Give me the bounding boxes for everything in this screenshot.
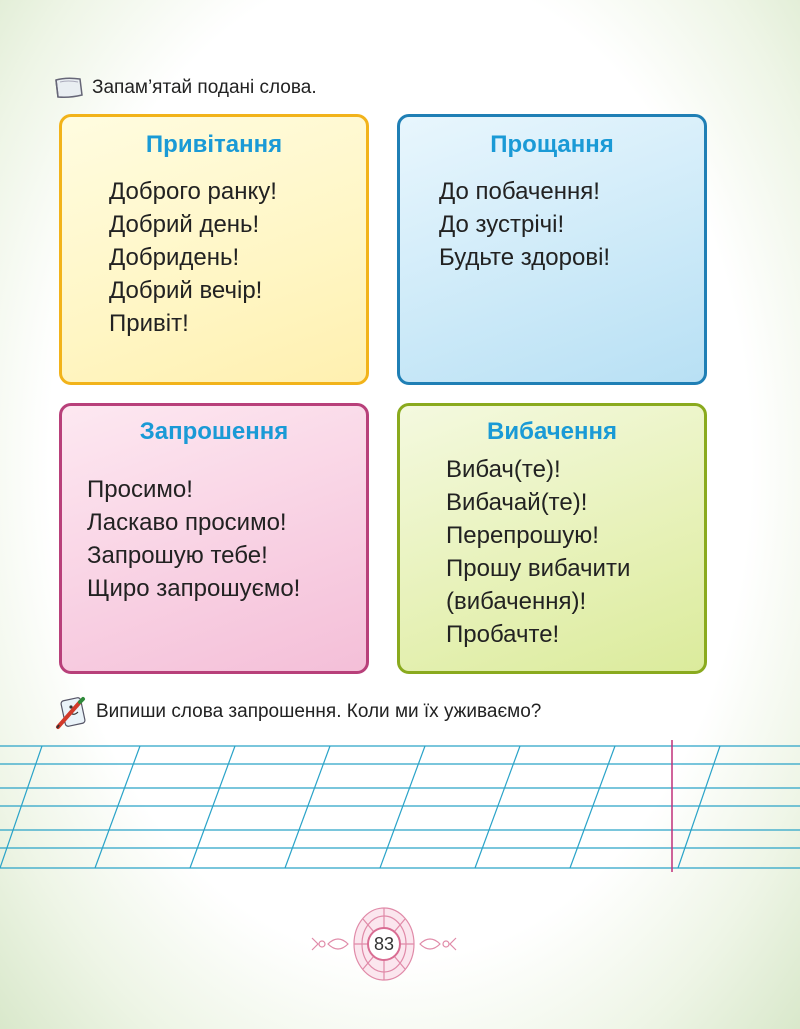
- list-item: Ласкаво просимо!: [87, 509, 287, 536]
- card-greetings: [59, 114, 369, 385]
- list-item: Доброго ранку!: [109, 178, 277, 205]
- phrase-list: [109, 175, 277, 340]
- phrase-list: [87, 473, 300, 605]
- task-text: Запам’ятай подані слова.: [92, 77, 317, 98]
- list-item: Щиро запрошуємо!: [87, 575, 301, 602]
- list-item: Вибач(те)!: [446, 456, 561, 483]
- task-text: Випиши слова запрошення. Коли ми їх уживаємо?: [96, 701, 542, 722]
- list-item: Запрошую тебе!: [87, 542, 268, 569]
- task-instruction-write: [66, 694, 541, 730]
- list-item: До побачення!: [439, 178, 600, 205]
- list-item: Перепрошую!: [446, 522, 599, 549]
- list-item: Пробачте!: [446, 621, 560, 648]
- card-title: Прощання: [490, 131, 614, 158]
- writing-pencil-icon: [54, 694, 90, 730]
- card-apologies: [397, 403, 707, 674]
- list-item: Прошу вибачити: [446, 555, 631, 582]
- list-item: Добридень!: [109, 244, 240, 271]
- list-item: Добрий вечір!: [109, 277, 263, 304]
- phrase-list: [439, 175, 610, 274]
- list-item: Добрий день!: [109, 211, 260, 238]
- card-title: Запрошення: [139, 418, 289, 445]
- card-title: Вибачення: [487, 418, 617, 445]
- writing-lines[interactable]: [0, 740, 800, 875]
- task-instruction-memorize: [52, 76, 317, 100]
- list-item: (вибачення)!: [446, 588, 587, 615]
- card-farewells: [397, 114, 707, 385]
- card-invitations: [59, 403, 369, 674]
- phrase-list: [446, 453, 630, 651]
- list-item: Будьте здорові!: [439, 244, 611, 271]
- list-item: Вибачай(те)!: [446, 489, 588, 516]
- card-title: Привітання: [145, 131, 283, 158]
- list-item: До зустрічі!: [439, 211, 565, 238]
- memory-hint-icon: [52, 76, 86, 100]
- list-item: Привіт!: [109, 310, 189, 337]
- page-number: 83: [373, 934, 395, 954]
- list-item: Просимо!: [87, 476, 193, 503]
